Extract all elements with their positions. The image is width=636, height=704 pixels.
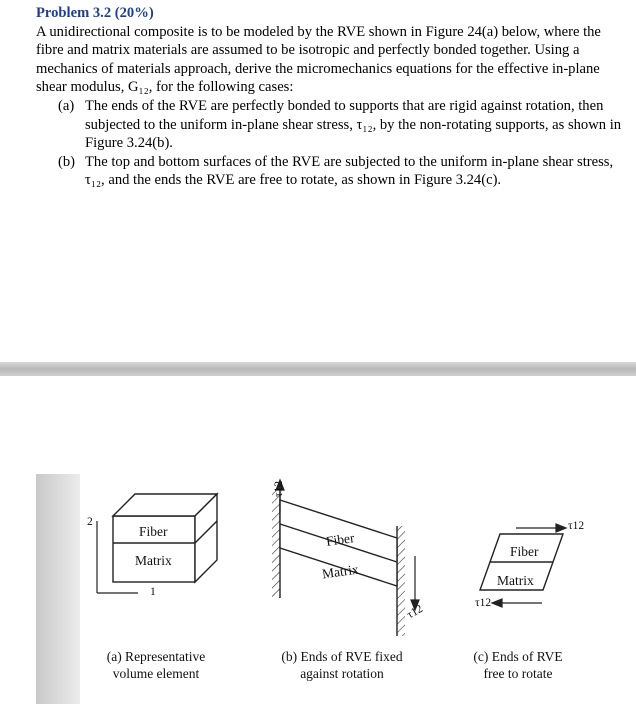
rve-a-matrix-label: Matrix: [135, 553, 172, 568]
scan-edge-shade: [36, 474, 80, 704]
caption-c-line1: (c) Ends of RVE: [473, 649, 563, 664]
problem-intro: A unidirectional composite is to be modeled by the RVE shown in Figure 24(a) below, where the fibre and matrix materials are assumed to be isotropic and perfectly bonded together. Using a mechanics of materials approach, derive the micromechanics equations for the effective in-plane shear modulus, G₁₂, for the following cases:: [36, 23, 601, 96]
tau-b-top-label: τ12: [273, 480, 286, 498]
problem-text: [36, 4, 632, 190]
caption-a-line1: (a) Representative: [106, 649, 206, 664]
tau-c-top-label: τ12: [568, 520, 585, 532]
caption-b: [272, 648, 412, 682]
tau-c-bottom-label: τ12: [475, 597, 492, 609]
tau-b-bottom-label: τ12: [405, 602, 426, 622]
caption-b-line1: (b) Ends of RVE fixed: [281, 649, 403, 664]
case-b-text: The top and bottom surfaces of the RVE are subjected to the uniform in-plane shear stress, τ₁₂, and the ends the RVE are free to rotate, as shown in Figure 3.24(c).: [85, 153, 614, 189]
fixed-support-left: [272, 488, 280, 598]
caption-a: [96, 648, 216, 682]
page-divider: [0, 362, 636, 376]
fixed-support-right: [397, 526, 405, 636]
caption-a-line2: volume element: [112, 666, 200, 681]
rve-b-matrix-label: Matrix: [321, 561, 360, 582]
case-a: [58, 97, 632, 153]
case-b: [58, 153, 632, 190]
caption-b-line2: against rotation: [300, 666, 384, 681]
rve-c-fiber-label: Fiber: [510, 544, 539, 559]
case-b-label: (b): [58, 153, 76, 170]
axis-2-label: 2: [87, 516, 93, 528]
case-a-text: The ends of the RVE are perfectly bonded to supports that are rigid against rotation, then subjected to the uniform in-plane shear stress, τ₁₂, by the non-rotating supports, as shown in Figure 3.24(b).: [85, 97, 622, 152]
caption-c-line2: free to rotate: [483, 666, 553, 681]
caption-c: [458, 648, 578, 682]
figure-3-24: [0, 376, 636, 704]
rve-c-matrix-label: Matrix: [497, 573, 534, 588]
problem-title: Problem 3.2 (20%): [36, 5, 154, 21]
rve-b-fiber-label: Fiber: [325, 530, 356, 549]
case-a-label: (a): [58, 97, 75, 114]
rve-a-fiber-label: Fiber: [139, 524, 168, 539]
axis-1-label: 1: [150, 586, 156, 598]
